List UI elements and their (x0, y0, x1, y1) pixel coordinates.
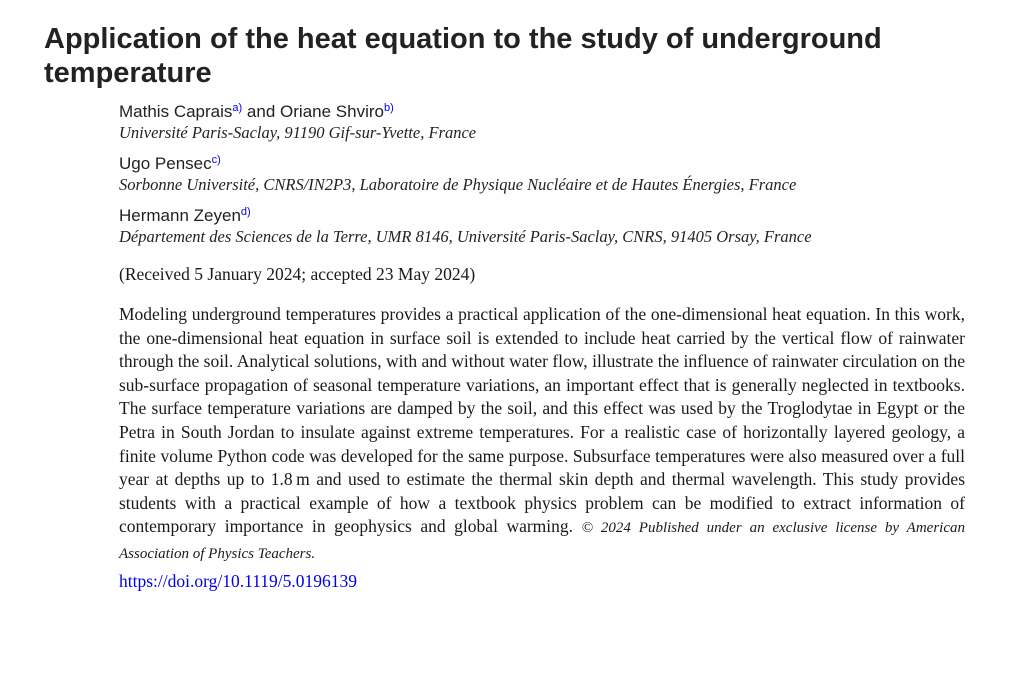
doi-link[interactable]: https://doi.org/10.1119/5.0196139 (119, 570, 358, 591)
affiliation-footnote-link[interactable]: d) (240, 206, 251, 218)
author-first-name: Hermann (119, 206, 189, 225)
author-first-name: Ugo (119, 154, 151, 173)
affiliation-3: Département des Sciences de la Terre, UMR 8146, Université Paris-Saclay, CNRS, 91405 Orsay, France (119, 227, 812, 246)
paper-front-matter (119, 102, 965, 593)
affiliation-2: Sorbonne Université, CNRS/IN2P3, Laboratoire de Physique Nucléaire et de Hautes Énergies, France (119, 175, 797, 194)
author-group-3 (119, 206, 965, 248)
abstract (119, 303, 965, 567)
author-last-name: Zeyen (193, 206, 241, 225)
doi-line (119, 569, 965, 593)
author-first-name: Oriane (280, 102, 332, 121)
author-first-name: Mathis (119, 102, 170, 121)
affiliation-footnote-link[interactable]: b) (383, 102, 394, 114)
author-line-1 (119, 102, 965, 122)
author-last-name: Shviro (335, 102, 384, 121)
author-line-3 (119, 206, 965, 226)
author-line-2 (119, 154, 965, 174)
author-last-name: Pensec (154, 154, 212, 173)
affiliation-1: Université Paris-Saclay, 91190 Gif-sur-Yvette, France (119, 123, 477, 142)
license-notice: © 2024 Published under an exclusive license by American Association of Physics Teachers. (119, 520, 965, 562)
author-last-name: Caprais (173, 102, 233, 121)
abstract-text: Modeling underground temperatures provides a practical application of the one-dimensional heat equation. In this work, the one-dimensional heat equation in surface soil is extended to include heat carried by the vertical flow of rainwater through the soil. Analytical solutions, with and without water flow, illustrate the influence of rainwater circulation on the sub-surface propagation of seasonal temperature variations, an important effect that is generally neglected in textbooks. The surface temperature variations are damped by the soil, and this effect was used by the Troglodytae in Egypt or the Petra in South Jordan to insulate against extreme temperatures. For a realistic case of horizontally layered geology, a finite volume Python code was developed for the same purpose. Subsurface temperatures were also measured over a full year at depths up to 1.8 m and used to estimate the thermal skin depth and thermal wavelength. This study provides students with a practical example of how a textbook physics problem can be modified to extract information of contemporary importance in geophysics and global warming. (119, 304, 965, 537)
author-group-1 (119, 102, 965, 144)
author-conjunction: and (246, 102, 276, 121)
affiliation-footnote-link[interactable]: a) (232, 102, 243, 114)
author-group-2 (119, 154, 965, 196)
paper-title: Application of the heat equation to the study of underground temperature (44, 23, 882, 89)
affiliation-footnote-link[interactable]: c) (211, 154, 221, 166)
received-dates: (Received 5 January 2024; accepted 23 May 2024) (119, 264, 476, 284)
